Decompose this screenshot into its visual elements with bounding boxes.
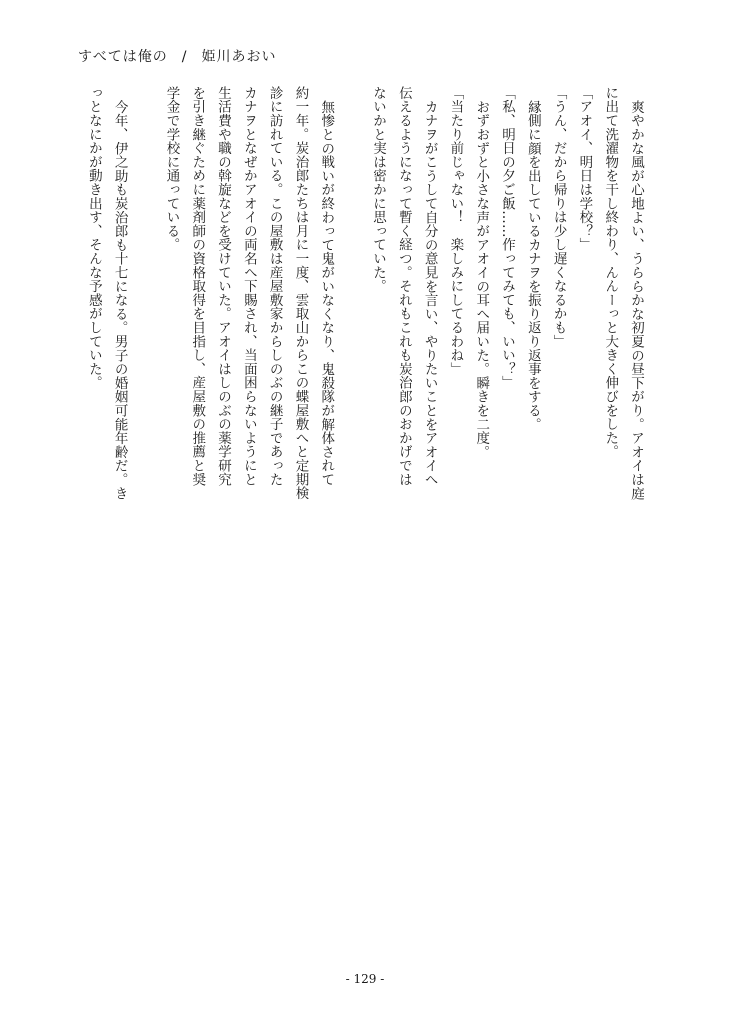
text-line: カナヲがこうして自分の意見を言い、やりたいことをアオイへ bbox=[421, 99, 438, 486]
text-line: 「私、明日の夕ご飯……作ってみても、いい？」 bbox=[499, 86, 516, 390]
paragraph-gap bbox=[338, 86, 364, 516]
text-line: 約一年。炭治郎たちは月に一度、雲取山からこの蝶屋敷へと定期検 bbox=[292, 86, 309, 500]
text-line: おずおずと小さな声がアオイの耳へ届いた。瞬きを二度。 bbox=[473, 99, 490, 459]
title-separator: / bbox=[181, 49, 188, 65]
page-number: - 129 - bbox=[345, 972, 385, 986]
text-line: 伝えるようになって暫く経つ。それもこれも炭治郎のおかげでは bbox=[395, 86, 412, 487]
text-line: 「アオイ、明日は学校？」 bbox=[576, 86, 593, 252]
book-title: すべては俺の bbox=[78, 49, 168, 65]
vertical-body-text bbox=[80, 86, 648, 516]
text-line: っとなにかが動き出す、そんな予感がしていた。 bbox=[85, 86, 102, 390]
text-line: 爽やかな風が心地よい、うららかな初夏の昼下がり。アオイは庭 bbox=[628, 99, 644, 500]
text-line: 学金で学校に通っている。 bbox=[163, 86, 180, 252]
text-line: 診に訪れている。この屋敷は産屋敷家からしのぶの継子であった bbox=[266, 86, 283, 487]
text-line: 「当たり前じゃない！ 楽しみにしてるわね」 bbox=[447, 86, 464, 376]
paragraph-gap bbox=[132, 86, 158, 516]
text-line: 無惨との戦いが終わって鬼がいなくなり、鬼殺隊が解体されて bbox=[318, 99, 335, 486]
author-name: 姫川あおい bbox=[201, 49, 277, 65]
text-line: 生活費や職の斡旋などを受けていた。アオイはしのぶの薬学研究 bbox=[215, 86, 232, 487]
text-line: 今年、伊之助も炭治郎も十七になる。男子の婚姻可能年齢だ。き bbox=[111, 99, 128, 500]
text-line: ないかと実は密かに思っていた。 bbox=[370, 86, 387, 293]
text-line: に出て洗濯物を干し終わり、んんーっと大きく伸びをした。 bbox=[602, 86, 619, 459]
text-line: カナヲとなぜかアオイの両名へ下賜され、当面困らないようにと bbox=[240, 86, 257, 487]
text-line: を引き継ぐために薬剤師の資格取得を目指し、産屋敷の推薦と奨 bbox=[189, 86, 206, 487]
text-line: 縁側に顔を出しているカナヲを振り返り返事をする。 bbox=[524, 99, 541, 431]
running-header bbox=[78, 46, 276, 66]
text-line: 「うん、だから帰りは少し遅くなるかも」 bbox=[550, 86, 567, 349]
